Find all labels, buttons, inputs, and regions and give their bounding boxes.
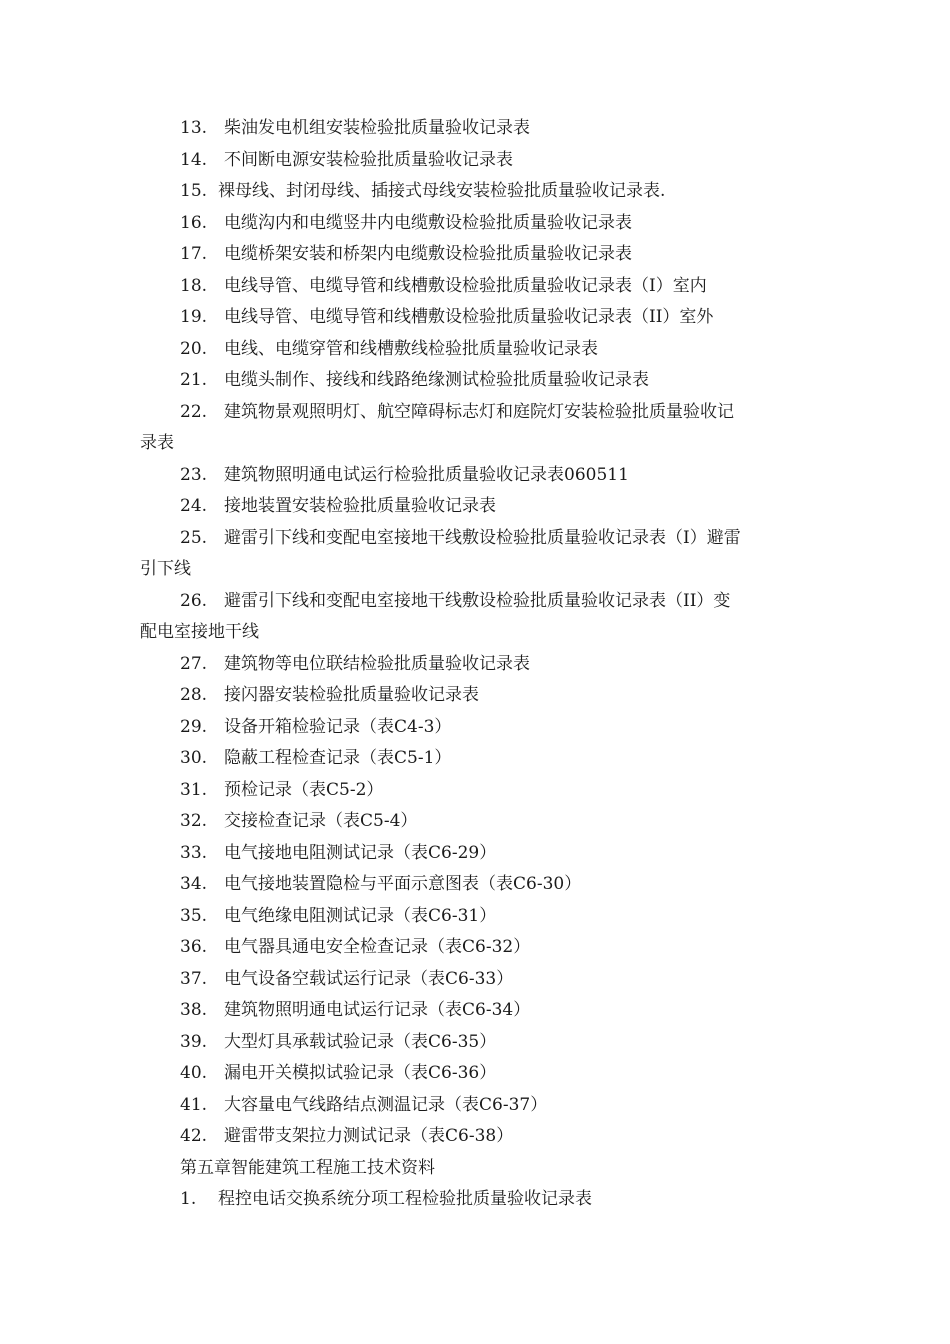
item-number: 39. xyxy=(180,1031,208,1052)
item-text: 电气接地电阻测试记录（表C6-29） xyxy=(224,842,497,863)
item-number: 42. xyxy=(180,1126,208,1146)
item-text: 电缆头制作、接线和线路绝缘测试检验批质量验收记录表 xyxy=(224,370,649,390)
list-item xyxy=(140,901,820,933)
chapter-heading xyxy=(140,1153,820,1185)
list-item xyxy=(140,1184,820,1216)
list-item xyxy=(140,775,820,807)
item-number: 19. xyxy=(180,307,208,327)
item-number: 1. xyxy=(180,1189,197,1209)
item-text: 隐蔽工程检查记录（表C5-1） xyxy=(224,748,452,768)
item-number: 24. xyxy=(180,496,208,516)
item-text: 裸母线、封闭母线、插接式母线安装检验批质量验收记录表. xyxy=(218,181,666,201)
item-number: 27. xyxy=(180,653,208,674)
item-number: 17. xyxy=(180,244,208,264)
item-text: 程控电话交换系统分项工程检验批质量验收记录表 xyxy=(218,1189,592,1209)
list-item xyxy=(140,523,820,555)
list-body xyxy=(140,113,820,1216)
item-text: 柴油发电机组安装检验批质量验收记录表 xyxy=(224,118,530,138)
item-number: 13. xyxy=(180,118,208,138)
item-number: 28. xyxy=(180,685,208,705)
item-text: 录表 xyxy=(140,433,174,453)
item-text: 电线导管、电缆导管和线槽敷设检验批质量验收记录表（II）室外 xyxy=(224,307,714,327)
item-number: 16. xyxy=(180,212,208,233)
list-item xyxy=(140,838,820,870)
item-number: 26. xyxy=(180,590,208,611)
list-item xyxy=(140,995,820,1027)
item-text: 电气设备空载试运行记录（表C6-33） xyxy=(224,968,514,989)
list-item xyxy=(140,680,820,712)
list-item xyxy=(140,239,820,271)
list-item xyxy=(140,334,820,366)
item-number: 29. xyxy=(180,716,208,737)
item-number: 14. xyxy=(180,149,208,170)
item-number: 23. xyxy=(180,464,208,485)
item-number: 41. xyxy=(180,1094,208,1115)
list-item xyxy=(140,1027,820,1059)
list-item xyxy=(140,302,820,334)
list-item xyxy=(140,491,820,523)
list-item xyxy=(140,208,820,240)
item-text: 电气接地装置隐检与平面示意图表（表C6-30） xyxy=(224,874,582,894)
item-text: 避雷带支架拉力测试记录（表C6-38） xyxy=(224,1126,514,1146)
item-text: 避雷引下线和变配电室接地干线敷设检验批质量验收记录表（I）避雷 xyxy=(224,527,741,548)
item-number: 22. xyxy=(180,401,208,422)
item-number: 40. xyxy=(180,1063,208,1083)
list-item xyxy=(140,365,820,397)
item-number: 15. xyxy=(180,181,208,201)
list-item xyxy=(140,806,820,838)
list-item xyxy=(140,113,820,145)
item-text: 建筑物景观照明灯、航空障碍标志灯和庭院灯安装检验批质量验收记 xyxy=(224,401,734,422)
list-item xyxy=(140,586,820,618)
item-text: 建筑物照明通电试运行记录（表C6-34） xyxy=(224,1000,531,1020)
item-number: 37. xyxy=(180,968,208,989)
list-item-continuation xyxy=(140,428,820,460)
list-item xyxy=(140,145,820,177)
list-item xyxy=(140,932,820,964)
list-item-continuation xyxy=(140,617,820,649)
item-text: 大型灯具承载试验记录（表C6-35） xyxy=(224,1031,497,1052)
list-item xyxy=(140,1121,820,1153)
list-item xyxy=(140,460,820,492)
item-text: 设备开箱检验记录（表C4-3） xyxy=(224,716,452,737)
item-text: 引下线 xyxy=(140,559,191,579)
item-text: 大容量电气线路结点测温记录（表C6-37） xyxy=(224,1094,548,1115)
item-text: 电线、电缆穿管和线槽敷线检验批质量验收记录表 xyxy=(224,338,598,359)
list-item xyxy=(140,649,820,681)
item-number: 18. xyxy=(180,275,208,296)
item-number: 33. xyxy=(180,842,208,863)
item-number: 34. xyxy=(180,874,208,894)
item-text: 电缆沟内和电缆竖井内电缆敷设检验批质量验收记录表 xyxy=(224,212,632,233)
item-text: 电气绝缘电阻测试记录（表C6-31） xyxy=(224,905,497,926)
item-number: 32. xyxy=(180,811,208,831)
item-text: 建筑物照明通电试运行检验批质量验收记录表060511 xyxy=(224,464,629,485)
item-number: 30. xyxy=(180,748,208,768)
item-number: 25. xyxy=(180,527,208,548)
list-item xyxy=(140,176,820,208)
item-number: 31. xyxy=(180,779,208,800)
item-text: 预检记录（表C5-2） xyxy=(224,779,384,800)
list-item xyxy=(140,964,820,996)
item-text: 漏电开关模拟试验记录（表C6-36） xyxy=(224,1063,497,1083)
item-number: 38. xyxy=(180,1000,208,1020)
list-item xyxy=(140,271,820,303)
list-item xyxy=(140,1090,820,1122)
item-text: 接闪器安装检验批质量验收记录表 xyxy=(224,685,479,705)
list-item xyxy=(140,1058,820,1090)
list-item xyxy=(140,712,820,744)
item-text: 建筑物等电位联结检验批质量验收记录表 xyxy=(224,653,530,674)
item-text: 电缆桥架安装和桥架内电缆敷设检验批质量验收记录表 xyxy=(224,244,632,264)
item-text: 第五章智能建筑工程施工技术资料 xyxy=(180,1157,435,1178)
item-number: 21. xyxy=(180,370,208,390)
item-text: 配电室接地干线 xyxy=(140,622,259,642)
list-item xyxy=(140,869,820,901)
list-item xyxy=(140,743,820,775)
item-text: 交接检查记录（表C5-4） xyxy=(224,811,418,831)
list-item xyxy=(140,397,820,429)
item-number: 35. xyxy=(180,905,208,926)
item-number: 20. xyxy=(180,338,208,359)
item-text: 不间断电源安装检验批质量验收记录表 xyxy=(224,149,513,170)
item-text: 接地装置安装检验批质量验收记录表 xyxy=(224,496,496,516)
list-item-continuation xyxy=(140,554,820,586)
item-text: 避雷引下线和变配电室接地干线敷设检验批质量验收记录表（II）变 xyxy=(224,590,731,611)
item-text: 电线导管、电缆导管和线槽敷设检验批质量验收记录表（I）室内 xyxy=(224,275,707,296)
item-text: 电气器具通电安全检查记录（表C6-32） xyxy=(224,937,531,957)
item-number: 36. xyxy=(180,937,208,957)
